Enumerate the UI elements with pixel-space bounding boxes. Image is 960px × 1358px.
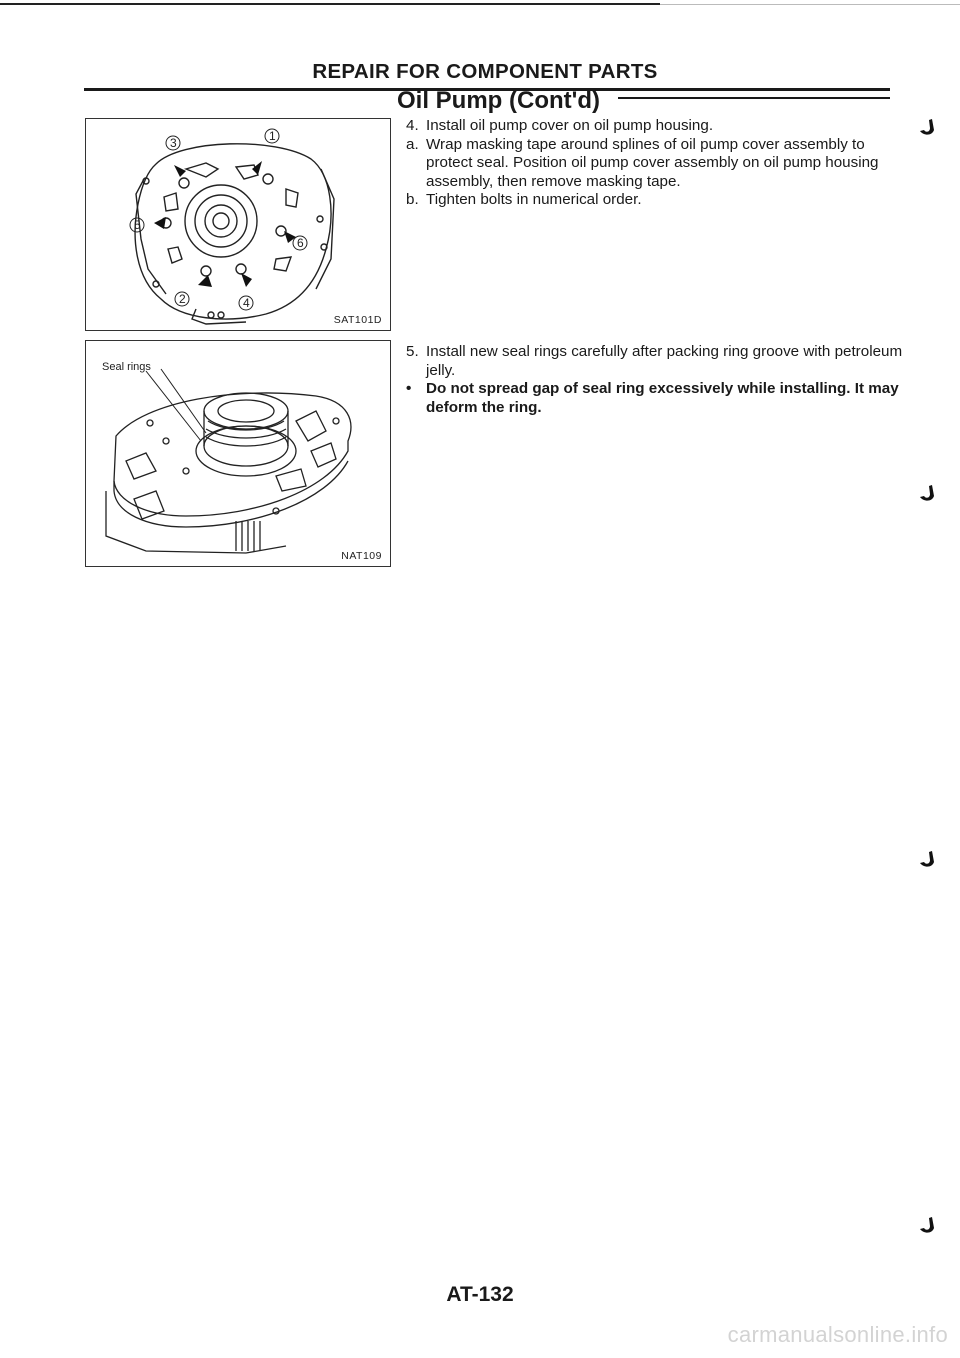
title-rule	[618, 97, 890, 99]
figure-seal-rings	[85, 340, 391, 567]
step-4a: a. Wrap masking tape around splines of oil pump cover assembly to protect seal. Position oil pump cover assembly on oil pump housing assembly, then remove masking tape.	[406, 135, 879, 190]
figure-bolt-order	[85, 118, 391, 331]
callout-6: 6	[297, 236, 304, 250]
seal-rings-label: Seal rings	[102, 361, 151, 373]
revision-tick-mark	[916, 1216, 938, 1238]
revision-tick-mark	[916, 118, 938, 140]
caution-seal-ring: • Do not spread gap of seal ring excessively while installing. It may deform the ring.	[406, 380, 899, 416]
oil-pump-cover-drawing	[86, 119, 390, 330]
step-5: 5. Install new seal rings carefully after packing ring groove with petroleum jelly.	[406, 343, 903, 379]
callout-1: 1	[269, 129, 276, 143]
callout-5: 5	[134, 218, 141, 232]
page-number: AT-132	[446, 1283, 514, 1306]
page-title: Oil Pump (Cont'd)	[397, 87, 601, 114]
step-4b: b. Tighten bolts in numerical order.	[406, 191, 642, 208]
watermark: carmanualsonline.info	[727, 1322, 948, 1347]
seal-rings-drawing	[86, 341, 390, 566]
steps-seal-rings	[406, 343, 906, 417]
revision-tick-mark	[916, 484, 938, 506]
figure-code: SAT101D	[333, 314, 382, 326]
revision-tick-mark	[916, 850, 938, 872]
section-header: REPAIR FOR COMPONENT PARTS	[312, 60, 658, 83]
callout-4: 4	[243, 296, 250, 310]
page-top-rule-faint	[660, 4, 960, 5]
step-4: 4. Install oil pump cover on oil pump housing.	[406, 117, 714, 134]
page-top-rule	[0, 3, 660, 5]
figure-code: NAT109	[341, 550, 382, 562]
callout-2: 2	[179, 292, 186, 306]
callout-3: 3	[170, 136, 177, 150]
steps-oil-pump-cover	[406, 117, 906, 210]
